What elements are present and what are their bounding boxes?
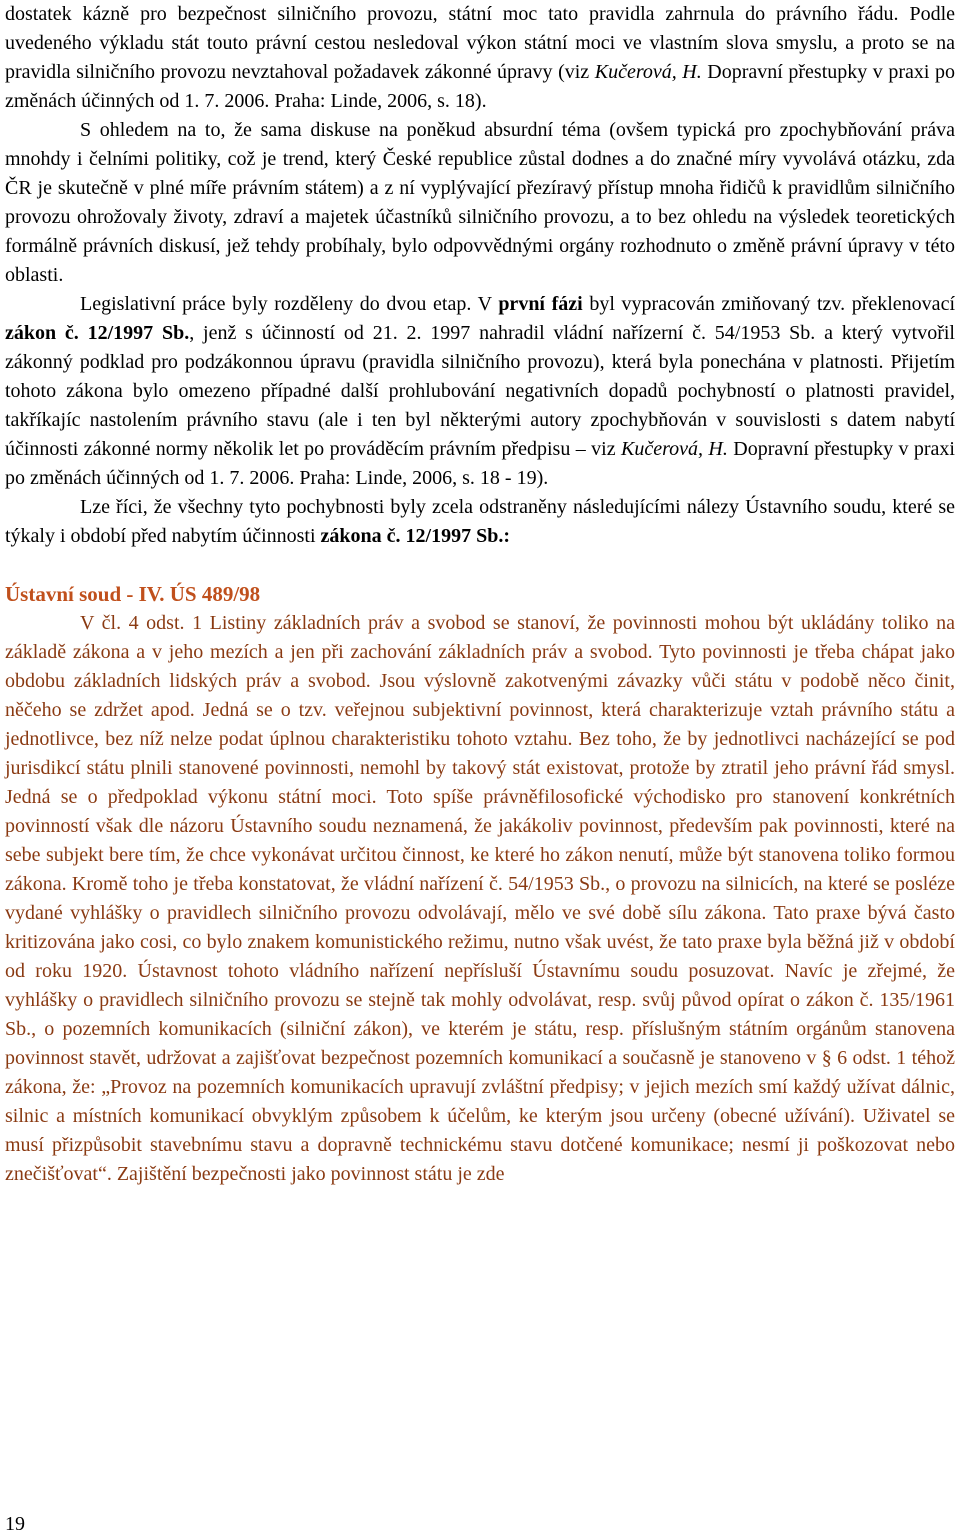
paragraph-4-text: Lze říci, že všechny tyto pochybnosti byly zcela odstraněny následujícími nálezy Ústavního soudu, které se týkaly i období před nabytím účinnosti [5,496,955,547]
law-reference-bold: zákona č. 12/1997 Sb.: [320,525,510,547]
court-decision-heading: Ústavní soud - IV. ÚS 489/98 [5,582,261,606]
first-phase-bold: první fázi [498,293,583,315]
citation-author: Kučerová, H. [620,438,728,460]
document-page [5,0,955,1189]
court-decision-quote: V čl. 4 odst. 1 Listiny základních práv a svobod se stanoví, že povinnosti mohou být ukládány toliko na základě zákona a v jeho mezích a jen při zachování základních práv a svobod. Tyto povinnosti je třeba chápat jako obdobu základních lidských práv a svobod. Jsou výslovně zakotvenými závazky vůči státu v podobě něco činit, něčeho se zdržet apod. Jedná se o tzv. veřejnou subjektivní povinnost, která charakterizuje vztah právního státu a jednotlivce, bez níž nelze podat úplnou charakteristiku tohoto vztahu. Bez toho, že by jednotlivci nacházející se pod jurisdikcí státu plnili stanovené povinnosti, nemohl by takový stát existovat, protože by ztratil jeho právní řád smysl. Jedná se o předpoklad výkonu státní moci. Toto spíše právněfilosofické východisko pro stanovení konkrétních povinností však dle názoru Ústavního soudu neznamená, že jakákoliv povinnost, především pak povinnosti, které na sebe subjekt bere tím, že chce vykonávat určitou činnost, ke které ho zákon nenutí, může být stanovena toliko formou zákona. Kromě toho je třeba konstatovat, že vládní nařízení č. 54/1953 Sb., o provozu na silnicích, na které se posléze vydané vyhlášky o pravidlech silničního provozu odvolávají, mělo ve své době sílu zákona. Tato praxe bývá často kritizována jako cosi, co bylo znakem komunistického režimu, nutno však uvést, že tato praxe byla běžná již v období od roku 1920. Ústavnost tohoto vládního nařízení nepřísluší Ústavnímu soudu posuzovat. Navíc je zřejmé, že vyhlášky o pravidlech silničního provozu se stejně tak mohly odvolávat, resp. svůj původ opírat o zákon č. 135/1961 Sb., o pozemních komunikacích (silniční zákon), ve kterém je státu, resp. příslušným státním orgánům stanovena povinnost stavět, udržovat a zajišťovat bezpečnost pozemních komunikací a současně je stanoveno v § 6 odst. 1 téhož zákona, že: „Provoz na pozemních komunikacích upravují zvláštní předpisy; v jejich mezích smí každý užívat dálnic, silnic a místních komunikací obvyklým způsobem k účelům, ke kterým jsou určeny (obecné užívání). Uživatel se musí přizpůsobit stavebnímu stavu a dopravně technickému stavu dotčené komunikace; nesmí ji poškozovat nebo znečišťovat“. Zajištění bezpečnosti jako povinnost státu je zde [5,612,955,1185]
paragraph-1-text: dostatek kázně pro bezpečnost silničního provozu, státní moc tato pravidla zahrnula do právního řádu. Podle uvedeného výkladu stát touto právní cestou nesledoval výkon státní moci ve vlastním slova smyslu, a proto se na pravidla silničního provozu nevztahoval požadavek zákonné úpravy (viz [5,3,955,83]
citation-author: Kučerová, H. [594,61,702,83]
paragraph-3-text-c: , jenž s účinností od 21. 2. 1997 nahradil vládní nařízerní č. 54/1953 Sb. a který vytvořil zákonný podklad pro podzákonnou úpravu (pravidla silničního provozu), která byla ponechána v platnosti. Přijetím tohoto zákona bylo omezeno případné další prohlubování negativních dopadů pochybností o platnosti pravidel, takříkajíc nastolením právního stavu (ale i ten byl některými autory zpochybňován v souvislosti s datem nabytí účinnosti zákonné normy několik let po prováděcím právním předpisu – viz [5,322,955,460]
paragraph-3-text-b: byl vypracován zmiňovaný tzv. překlenovací [582,293,955,315]
page-number: 19 [5,1513,25,1535]
paragraph-2: S ohledem na to, že sama diskuse na poněkud absurdní téma (ovšem typická pro zpochybňování práva mnohdy i čelními politiky, což je trend, který České republice zůstal dodnes a do značné míry vyvolává otázku, zda ČR je skutečně v plné míře právním státem) a z ní vyplývající přezíravý přístup mnoha řidičů k pravidlům silničního provozu ohrožovaly životy, zdraví a majetek účastníků silničního provozu, a to bez ohledu na výsledek teoretických formálně právních diskusí, jež tehdy probíhaly, bylo odpovvědnými orgány rozhodnuto o změně právní úpravy v této oblasti. [5,119,955,286]
paragraph-1 [5,0,955,116]
paragraph-3-citation: Dopravní přestupky v praxi po změnách účinných od 1. 7. 2006. Praha: Linde, 2006, s. 18 - 19). [5,438,955,489]
law-reference-bold: zákon č. 12/1997 Sb. [5,322,190,344]
paragraph-3 [5,290,955,493]
paragraph-3-text-a: Legislativní práce byly rozděleny do dvou etap. V [80,293,499,315]
paragraph-1-citation: Dopravní přestupky v praxi po změnách účinných od 1. 7. 2006. Praha: Linde, 2006, s. 18). [5,61,955,112]
paragraph-4 [5,493,955,551]
